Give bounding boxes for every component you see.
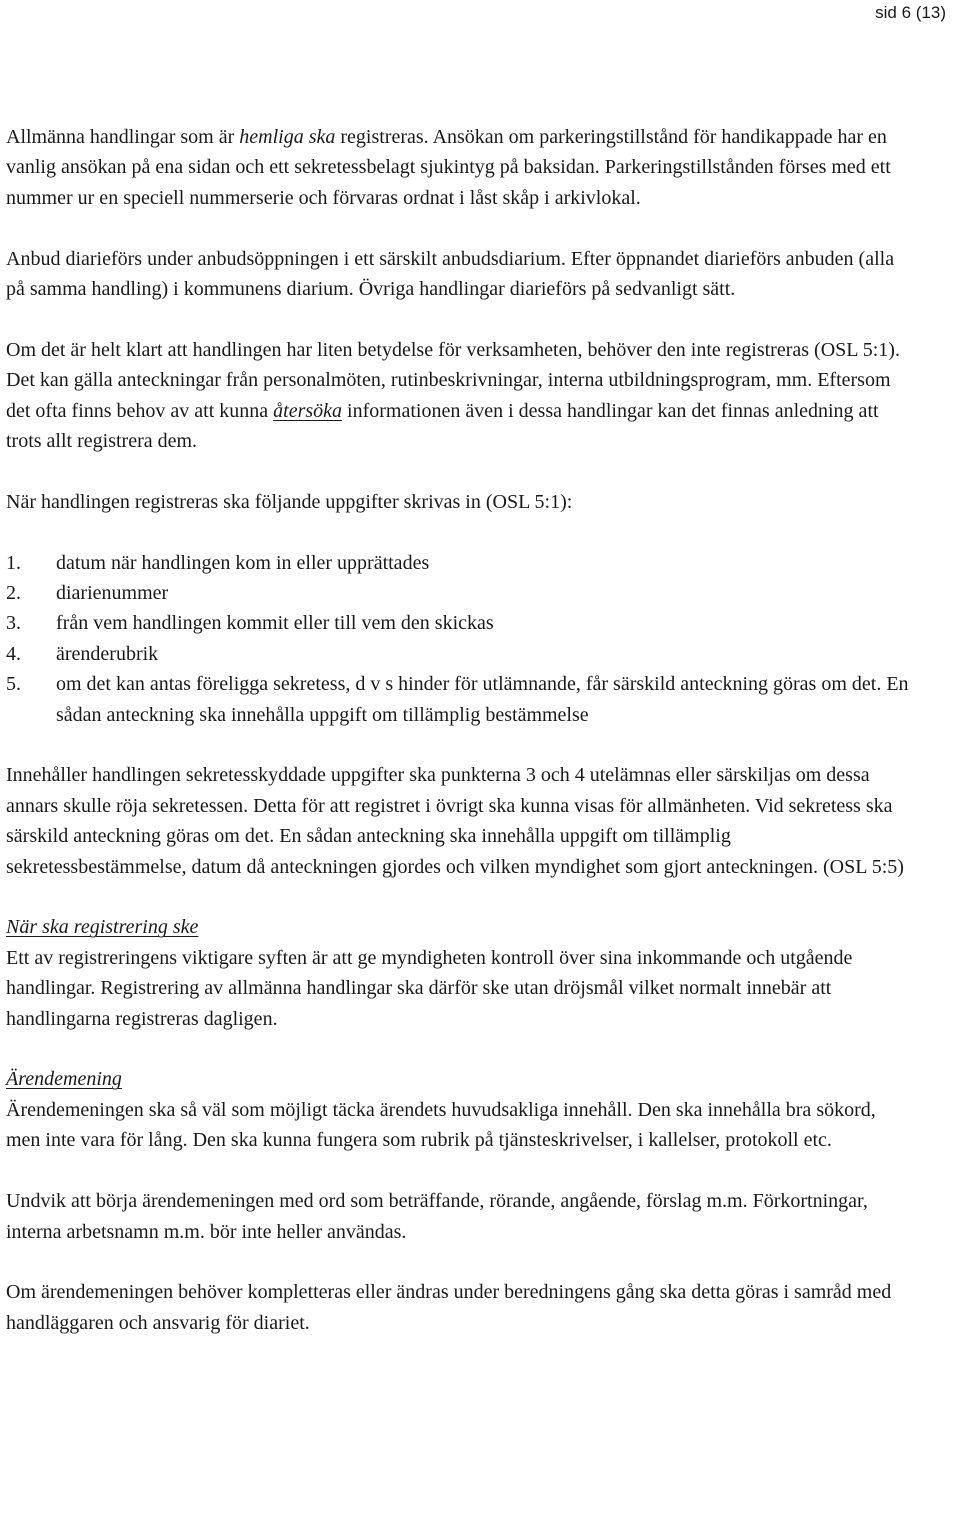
paragraph-amend-case-title: Om ärendemeningen behöver kompletteras eller ändras under beredningens gång ska detta göras i samråd med handläggaren och ansvarig för diariet.: [6, 1281, 892, 1334]
paragraph-list-intro: När handlingen registreras ska följande uppgifter skrivas in (OSL 5:1):: [6, 490, 573, 513]
registration-fields-list: [6, 548, 911, 730]
list-item: [6, 639, 911, 669]
paragraph-minor-documents: [6, 335, 911, 457]
list-item: [6, 578, 911, 608]
emphasis-text: återsöka: [273, 399, 343, 422]
paragraph-when-body: Ett av registreringens viktigare syften är att ge myndigheten kontroll över sina inkommande och utgående handlingar. Registrering av allmänna handlingar ska därför ske utan dröjsmål vilket normalt innebär att handlingarna registreras dagligen.: [6, 946, 853, 1030]
list-text: datum när handlingen kom in eller upprättades: [56, 551, 430, 574]
page-number: sid 6 (13): [875, 3, 946, 22]
list-number: 2.: [6, 582, 21, 605]
list-item: [6, 548, 911, 578]
list-number: 5.: [6, 673, 21, 696]
list-text: om det kan antas föreligga sekretess, d v s hinder för utlämnande, får särskild anteckning göras om det. En sådan anteckning ska innehålla uppgift om tillämplig bestämmelse: [56, 673, 909, 726]
paragraph-confidential-fields: Innehåller handlingen sekretesskyddade uppgifter ska punkterna 3 och 4 utelämnas eller särskiljas om dessa annars skulle röja sekretessen. Detta för att registret i övrigt ska kunna visas för allmänheten. Vid sekretess ska särskild anteckning göras om det. En sådan anteckning ska innehålla uppgift om tillämplig sekretessbestämmelse, datum då anteckningen gjordes och vilken myndighet som gjort anteckningen. (OSL 5:5): [6, 764, 904, 878]
paragraph-secret-documents: [6, 122, 911, 213]
list-number: 4.: [6, 642, 21, 665]
section-heading-when: När ska registrering ske: [6, 916, 199, 939]
emphasis-text: hemliga ska: [239, 126, 336, 148]
list-number: 1.: [6, 551, 21, 574]
paragraph-text: informationen även i dessa handlingar kan det finnas anledning att trots allt registrera dem.: [6, 399, 879, 453]
list-item: [6, 608, 911, 638]
list-text: diarienummer: [56, 582, 169, 605]
paragraph-text: registreras. Ansökan om parkeringstillstånd för handikappade har en vanlig ansökan på ena sidan och ett sekretessbelagt sjukintyg på baksidan. Parkeringstillstånden förses med ett nummer ur en speciell nummerserie och förvaras ordnat i låst skåp i arkivlokal.: [6, 126, 891, 209]
paragraph-text: Allmänna handlingar som är: [6, 126, 240, 148]
list-text: ärenderubrik: [56, 642, 159, 665]
list-text: från vem handlingen kommit eller till vem den skickas: [56, 612, 494, 635]
paragraph-case-title-body: Ärendemeningen ska så väl som möjligt täcka ärendets huvudsakliga innehåll. Den ska innehålla bra sökord, men inte vara för lång. Den ska kunna fungera som rubrik på tjänsteskrivelser, i kallelser, protokoll etc.: [6, 1098, 876, 1152]
section-heading-case-title: Ärendemening: [6, 1068, 122, 1091]
list-number: 3.: [6, 612, 21, 635]
paragraph-text: Om det är helt klart att handlingen har liten betydelse för verksamheten, behöver den inte registreras (OSL 5:1). Det kan gälla anteckningar från personalmöten, rutinbeskrivningar, interna utbildningsprogram, mm. Eftersom det ofta finns behov av att kunna: [6, 338, 900, 422]
document-body: [6, 122, 911, 1338]
paragraph-avoid-words: Undvik att börja ärendemeningen med ord som beträffande, rörande, angående, förslag m.m. Förkortningar, interna arbetsnamn m.m. bör inte heller användas.: [6, 1190, 868, 1243]
list-item: [6, 669, 911, 730]
paragraph-tenders: Anbud diarieförs under anbudsöppningen i ett särskilt anbudsdiarium. Efter öppnandet diarieförs anbuden (alla på samma handling) i kommunens diarium. Övriga handlingar diarieförs på sedvanligt sätt.: [6, 247, 895, 301]
